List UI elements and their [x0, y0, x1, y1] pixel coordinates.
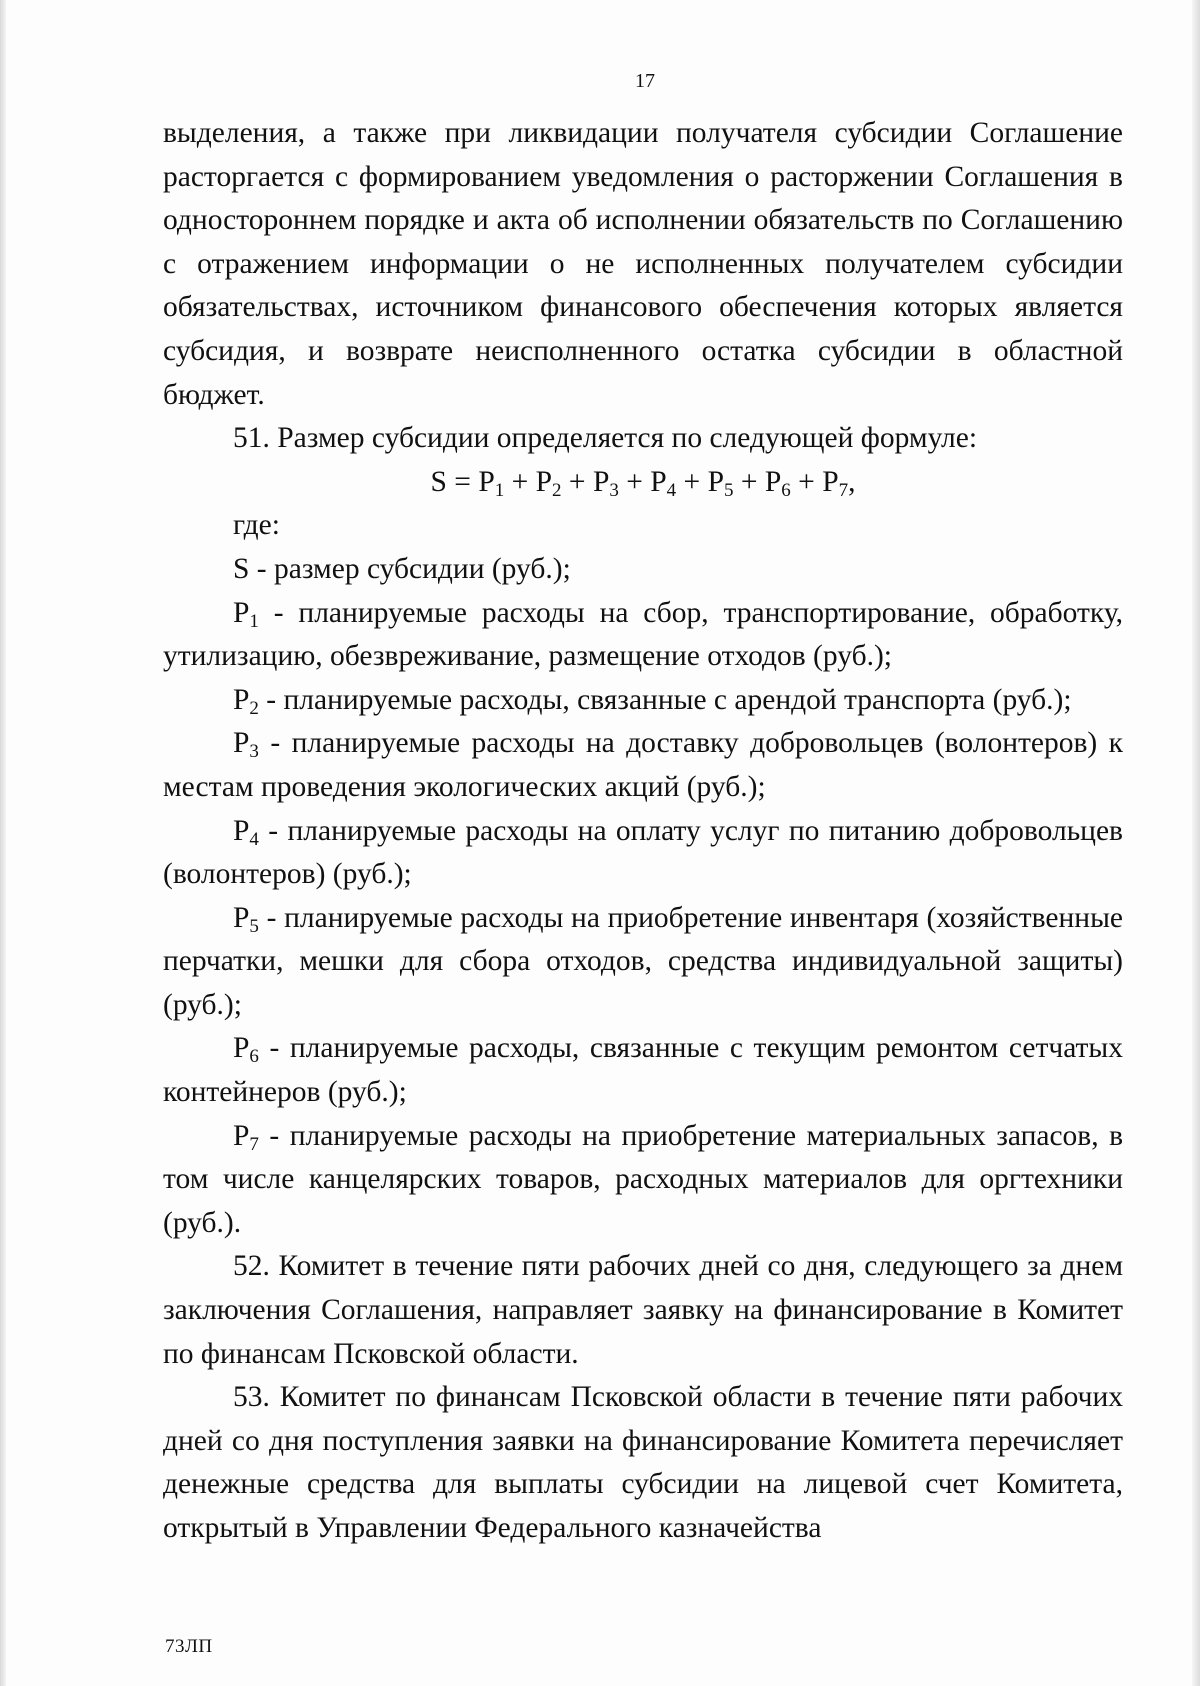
paragraph-53: 53. Комитет по финансам Псковской области в течение пяти рабочих дней со дня поступления заявки на финансирование Комитета перечисляет денежные средства для выплаты субсидии на лицевой счет Комитета, открытый в Управлении Федерального казначейства: [163, 1381, 1123, 1544]
formula-term: $P_7$,: [822, 465, 856, 501]
paragraph-continuation: выделения, а также при ликвидации получателя субсидии Соглашение расторгается с формированием уведомления о расторжении Соглашения в одностороннем порядке и акта об исполнении обязательств по Соглашению с отражением информации о не исполненных получателем субсидии обязательствах, источником финансового обеспечения которых является субсидия, и возврате неисполненного остатка субсидии в областной бюджет.: [163, 117, 1123, 411]
definition-p3: $P_3$ - планируемые расходы на доставку добровольцев (волонтеров) к местам проведения экологических акций (руб.);: [163, 727, 1123, 803]
formula-term: $P_4$ +: [650, 465, 708, 501]
document-code: 73ЛП: [165, 1636, 213, 1657]
scan-edge-left: [0, 0, 6, 1686]
definition-s: S - размер субсидии (руб.);: [233, 552, 571, 585]
where-label: где:: [233, 509, 280, 542]
definition-p1: $P_1$ - планируемые расходы на сбор, транспортирование, обработку, утилизацию, обезвреживание, размещение отходов (руб.);: [163, 596, 1123, 673]
formula-term: $P_2$ +: [535, 465, 593, 501]
definition-p5: $P_5$ - планируемые расходы на приобретение инвентаря (хозяйственные перчатки, мешки для сбора отходов, средства индивидуальной защиты) (руб.);: [163, 901, 1123, 1021]
definition-p4: $P_4$ - планируемые расходы на оплату услуг по питанию добровольцев (волонтеров) (руб.);: [163, 814, 1123, 891]
page-number: 17: [635, 70, 655, 92]
formula-term: $P_1$ +: [478, 465, 536, 501]
formula-term: $P_5$ +: [707, 465, 765, 501]
definition-p6: $P_6$ - планируемые расходы, связанные с текущим ремонтом сетчатых контейнеров (руб.);: [163, 1032, 1123, 1109]
scan-edge-right: [1192, 0, 1200, 1686]
document-body: [163, 112, 1123, 1551]
subsidy-formula: [163, 461, 1123, 505]
formula-term: $P_3$ +: [592, 465, 651, 501]
definition-p2: $P_2$ - планируемые расходы, связанные с арендой транспорта (руб.);: [233, 683, 1072, 719]
formula-lhs: S =: [430, 465, 479, 498]
paragraph-52: 52. Комитет в течение пяти рабочих дней со дня, следующего за днем заключения Соглашения, направляет заявку на финансирование в Комитет по финансам Псковской области.: [163, 1250, 1123, 1370]
paragraph-51: 51. Размер субсидии определяется по следующей формуле:: [233, 422, 978, 455]
definition-p7: $P_7$ - планируемые расходы на приобретение материальных запасов, в том числе канцелярских товаров, расходных материалов для оргтехники (руб.).: [163, 1119, 1123, 1239]
formula-term: $P_6$ +: [764, 465, 823, 501]
